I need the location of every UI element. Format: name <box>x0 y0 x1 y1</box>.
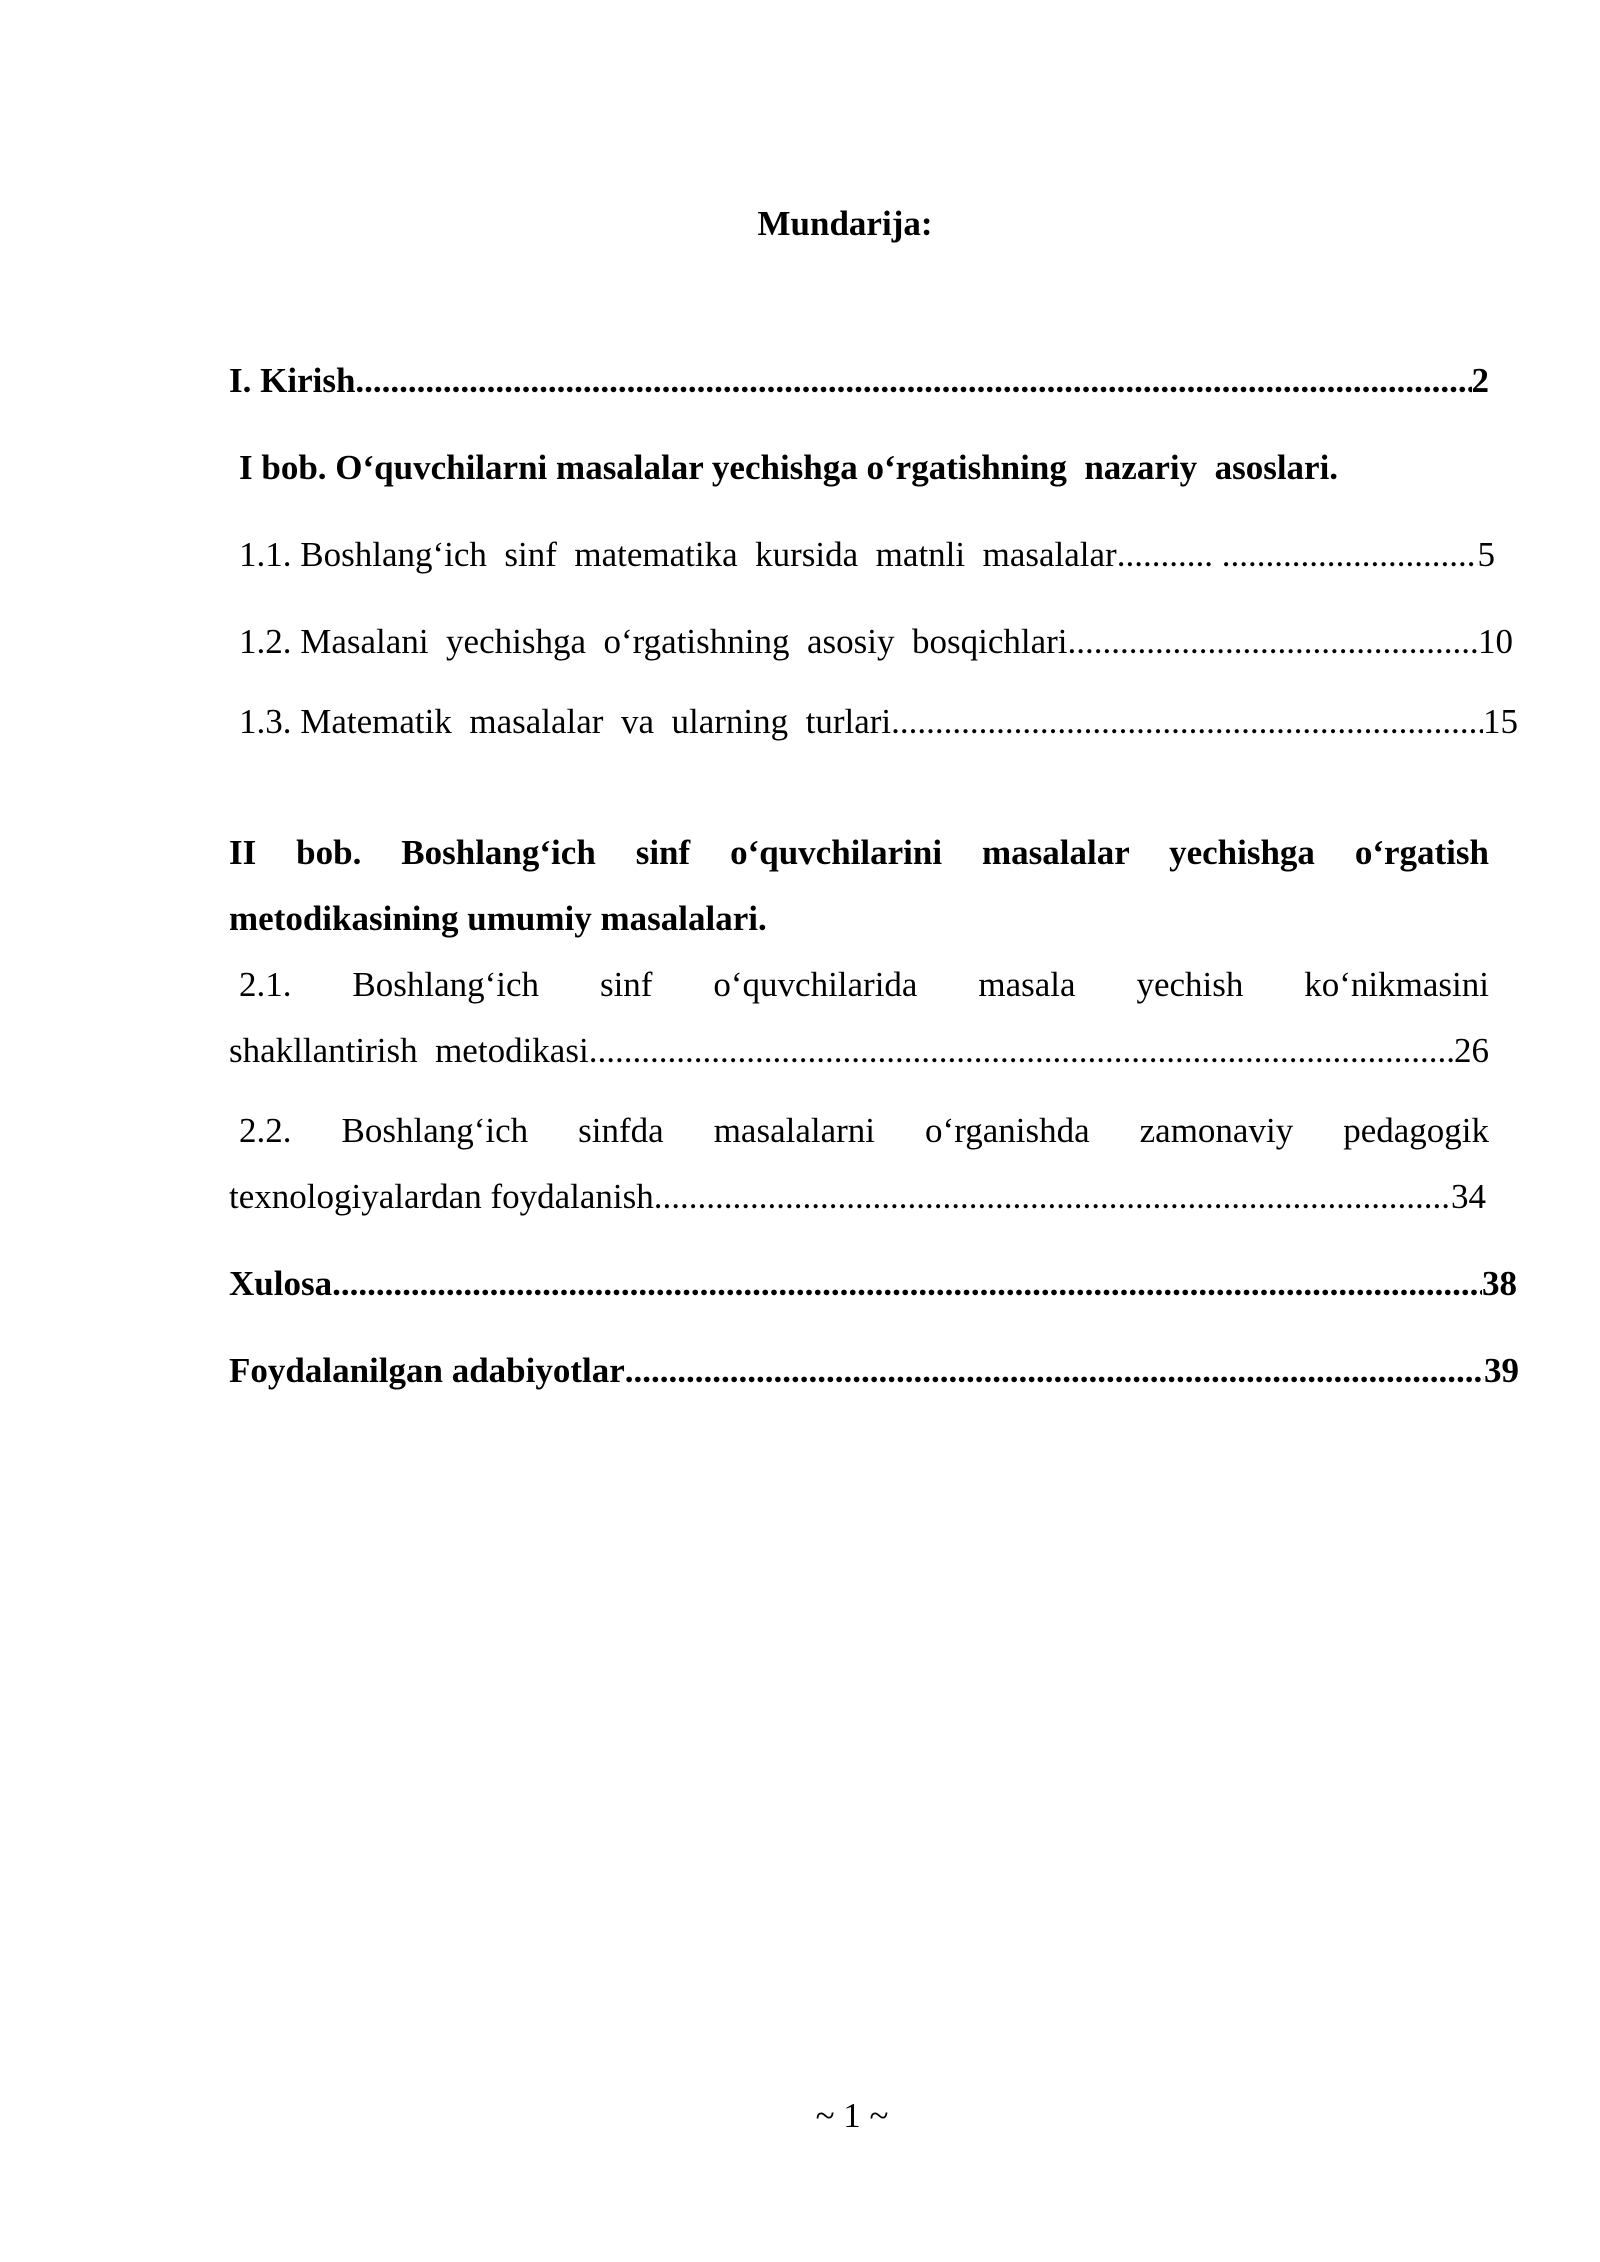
toc-entry-label: 1.2. Masalani yechishga o‘rgatishning asosiy bosqichlari <box>239 622 1068 661</box>
toc-entry-2-1 <box>239 963 1489 1007</box>
toc-entry-kirish <box>229 359 1489 403</box>
toc-entry-label: II bob. Boshlang‘ich sinf o‘quvchilarini masalalar yechishga o‘rgatish <box>229 833 1489 872</box>
toc-entry-label: 2.2. Boshlang‘ich sinfda masalalarni o‘rganishda zamonaviy pedagogik <box>239 1111 1489 1150</box>
toc-page-number: 39 <box>1484 1351 1519 1390</box>
toc-entry-label: 1.1. Boshlang‘ich sinf matematika kursida matnli masalalar <box>239 535 1117 574</box>
toc-entry-label: Foydalanilgan adabiyotlar <box>229 1351 625 1390</box>
toc-entry-2-2 <box>239 1109 1489 1153</box>
toc-entry-2-1-continued <box>229 1029 1489 1073</box>
toc-page-number: 2 <box>1471 361 1489 400</box>
toc-chapter-1-heading <box>239 446 1539 490</box>
toc-leader-dots <box>654 1175 1451 1219</box>
toc-chapter-2-heading-continued <box>229 897 1489 941</box>
toc-entry-label: texnologiyalardan foydalanish <box>229 1177 654 1216</box>
page-title: Mundarija: <box>757 204 933 243</box>
toc-entry-1-3 <box>239 700 1518 744</box>
toc-leader-dots <box>1068 620 1478 664</box>
toc-entry-xulosa <box>229 1262 1517 1306</box>
toc-page-number: 26 <box>1454 1031 1489 1070</box>
toc-leader-dots <box>1222 533 1478 577</box>
toc-entry-label: 1.3. Matematik masalalar va ularning turlari <box>239 702 892 741</box>
toc-entry-label: Xulosa <box>229 1264 333 1303</box>
toc-entry-1-1 <box>239 533 1495 577</box>
page-footer-number: ~ 1 ~ <box>815 2096 889 2135</box>
toc-entry-2-2-continued <box>229 1175 1486 1219</box>
toc-leader-dots <box>332 1262 1482 1306</box>
toc-entry-label: I bob. O‘quvchilarni masalalar yechishga o‘rgatishning nazariy asoslari. <box>239 448 1339 487</box>
toc-page-number: 38 <box>1482 1264 1517 1303</box>
toc-entry-label: shakllantirish metodikasi <box>229 1031 589 1070</box>
toc-entry-label: metodikasining umumiy masalalari. <box>229 899 767 938</box>
toc-entry-label: I. Kirish <box>229 361 356 400</box>
toc-entry-adabiyotlar <box>229 1349 1519 1393</box>
toc-leader-dots <box>355 359 1471 403</box>
toc-leader-dots <box>891 700 1483 744</box>
toc-page-number: 15 <box>1483 702 1518 741</box>
toc-leader-dots <box>589 1029 1454 1073</box>
toc-page-number: 5 <box>1477 535 1495 574</box>
toc-entry-label: 2.1. Boshlang‘ich sinf o‘quvchilarida masala yechish ko‘nikmasini <box>239 965 1489 1004</box>
toc-page-number: 34 <box>1451 1177 1486 1216</box>
toc-entry-1-2 <box>239 620 1513 664</box>
toc-chapter-2-heading <box>229 831 1489 875</box>
toc-leader-dots <box>625 1349 1484 1393</box>
toc-leader-gap: ........... <box>1116 535 1222 574</box>
toc-page-number: 10 <box>1478 622 1513 661</box>
